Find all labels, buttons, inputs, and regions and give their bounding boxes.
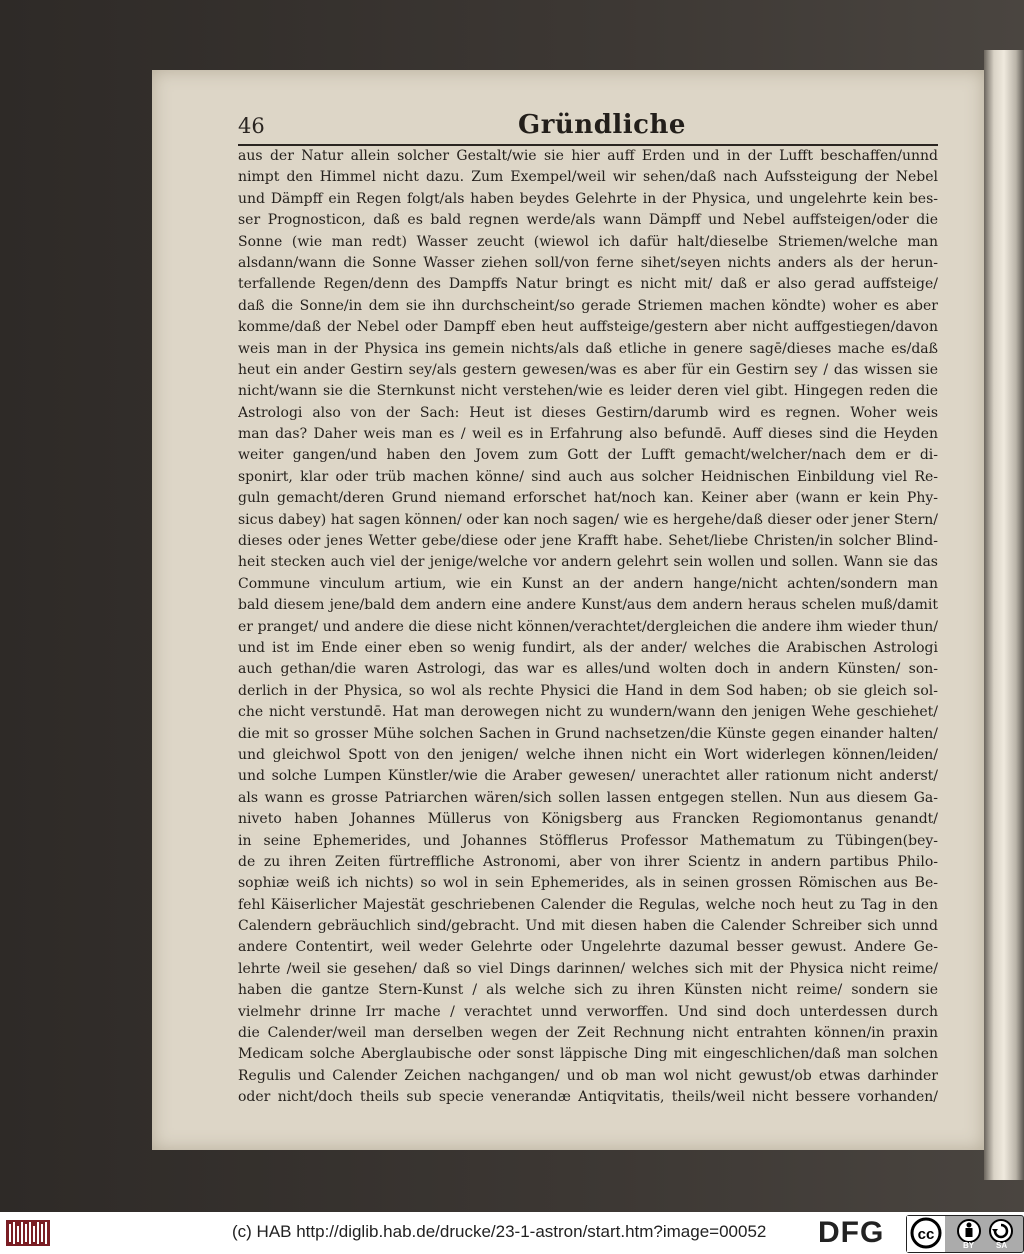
svg-text:cc: cc <box>917 1226 935 1243</box>
book-page <box>152 70 984 1150</box>
text-line: Regulis und Calender Zeichen nachgangen/ und ob man wol nicht gewust/ob etwas darhinder <box>238 1067 938 1084</box>
text-line: oder nicht/doch theils sub specie venerandæ Antiqvitatis, theils/weil nicht bessere vorhanden/ <box>238 1089 938 1106</box>
text-line: die mit so grosser Mühe solchen Sachen in Grund nachsetzen/die Künste gegen einander halten/ <box>238 725 938 742</box>
page-number: 46 <box>238 114 265 138</box>
text-line: sponirt, klar oder trüb machen könne/ sind auch aus solcher Heidnischen Einbildung viel Re- <box>238 468 938 485</box>
running-head: Gründliche <box>518 110 686 140</box>
text-line: guln gemacht/deren Grund niemand erforschet hat/noch kan. Keiner aber (wann er kein Phy- <box>238 490 938 507</box>
text-line: de zu ihren Zeiten fürtreffliche Astronomi, aber von ihrer Scientz in andern partibus Philo- <box>238 853 938 870</box>
text-line: Calendern gebräuchlich sind/gebracht. Und mit diesen haben die Calender Schreiber sich unnd <box>238 918 938 935</box>
text-line: nicht/wann sie die Sternkunst nicht verstehen/wie es leider deren viel gibt. Hingegen reden die <box>238 383 938 400</box>
text-line: als wann es grosse Patriarchen wären/sich sollen lassen entgegen stellen. Nun aus diesem Ga- <box>238 789 938 806</box>
body-text <box>238 146 938 1109</box>
text-line: heut ein ander Gestirn sey/als gestern gewesen/was es aber für ein Gestirn sey / das wissen sie <box>238 361 938 378</box>
text-line: Medicam solche Aberglaubische oder sonst läppische Ding mit eingeschlichen/daß man solchen <box>238 1046 938 1063</box>
text-line: aus der Natur allein solcher Gestalt/wie sie hier auff Erden und in der Lufft beschaffen/unnd <box>238 148 938 164</box>
text-line: Sonne (wie man redt) Wasser zeucht (wiewol ich dafür halt/dieselbe Striemen/welche man <box>238 233 938 250</box>
text-line: daß die Sonne/in dem sie ihn durchscheint/so gerade Striemen machen köndte) woher es aber <box>238 297 938 314</box>
text-line: haben die gantze Stern-Kunst / als welche sich zu ihren Künsten nicht reime/ sondern sie <box>238 982 938 999</box>
text-line: andere Contentirt, weil weder Gelehrte oder Ungelehrte dazumal besser gewust. Andere Ge- <box>238 939 938 956</box>
text-line: man das? Daher weis man es / weil es in Erfahrung also befundē. Auff dieses sind die Heyden <box>238 426 938 443</box>
copyright-link[interactable]: (c) HAB http://diglib.hab.de/drucke/23-1-astron/start.htm?image=00052 <box>232 1222 767 1241</box>
text-line: nimpt den Himmel nicht dazu. Zum Exempel/weil wir sehen/daß nach Aufssteigung der Nebel <box>238 169 938 186</box>
text-line: derlich in der Physica, so wol als rechte Physici die Hand in dem Sod haben; ob sie gleich sol- <box>238 682 938 699</box>
hab-barcode-logo-icon[interactable] <box>6 1218 50 1248</box>
text-line: er pranget/ und andere die diese nicht können/verachtet/dergleichen die andere ihm wieder thun/ <box>238 618 938 635</box>
attribution-icon <box>958 1220 980 1242</box>
by-label: BY <box>963 1241 975 1250</box>
text-line: und ist im Ende einer eben so wenig fundirt, als der ander/ welches die Arabischen Astrologi <box>238 639 938 656</box>
text-line: auch gethan/die waren Astrologi, das war es alles/und wolten doch in andern Künsten/ son- <box>238 661 938 678</box>
text-line: komme/daß der Nebel oder Dampff eben heut auffsteige/gestern aber nicht auffgestiegen/davon <box>238 319 938 336</box>
viewer-footer <box>0 1212 1024 1254</box>
text-line: fehl Käiserlicher Majestät geschriebenen Calender die Regulas, welche noch heut zu Tag in den <box>238 896 938 913</box>
cc-license-badge[interactable] <box>906 1215 1024 1253</box>
text-line: sicus dabey) hat sagen können/ oder kan noch sagen/ wie es hergehe/daß dieser oder jener Stern/ <box>238 511 938 528</box>
text-line: die Calender/weil man derselben wegen der Zeit Rechnung nicht entrahten können/in praxin <box>238 1025 938 1042</box>
text-line: in seine Ephemerides, und Johannes Stöfflerus Professor Mathematum zu Tübingen(bey- <box>238 832 938 849</box>
cc-icon <box>912 1219 940 1247</box>
text-line: bald diesem jene/bald dem andern eine andere Kunst/aus dem andern heraus schelen muß/damit <box>238 597 938 614</box>
text-line: niveto haben Johannes Müllerus von Königsberg aus Francken Regiomontanus genandt/ <box>238 811 938 828</box>
text-line: che nicht verstundē. Hat man derowegen nicht zu wundern/wann den jenigen Wehe geschiehet/ <box>238 704 938 721</box>
text-line: dieses oder jenes Wetter gebe/diese oder jene Krafft habe. Sehet/liebe Christen/in solcher Blind- <box>238 533 938 550</box>
text-line: weis man in der Physica ins gemein nichts/als daß etliche in genere sagē/dieses mache es/daß <box>238 340 938 357</box>
text-line: vielmehr drinne Irr mache / verachtet unnd verworffen. Und sind doch unterdessen durch <box>238 1003 938 1020</box>
text-line: und gleichwol Spott von den jenigen/ welche ihnen nicht ein Wort widerlegen können/leiden/ <box>238 746 938 763</box>
text-line: alsdann/wann die Sonne Wasser ziehen soll/von ferne sihet/seyen nichts anders als der herun- <box>238 254 938 271</box>
text-line: und solche Lumpen Künstler/wie die Araber gewesen/ unerachtet aller rationum nicht anderst/ <box>238 768 938 785</box>
text-line: weiter gangen/und haben den Jovem zum Gott der Lufft gemacht/welcher/nach dem er di- <box>238 447 938 464</box>
sa-label: SA <box>996 1241 1008 1250</box>
text-line: terfallende Regen/denn des Dampffs Natur bringt es nicht mit/ daß er also gerad auffsteige/ <box>238 276 938 293</box>
share-alike-icon <box>990 1220 1012 1242</box>
text-line: sophiæ weiß ich nichts) so wol in sein Ephemerides, als in seinen grossen Römischen aus Be- <box>238 875 938 892</box>
text-line: ser Prognosticon, daß es bald regnen werde/als wann Dämpff und Nebel auffsteigen/oder die <box>238 212 938 229</box>
text-line: Commune vinculum artium, wie ein Kunst an der andern hange/nicht achten/sondern man <box>238 575 938 592</box>
text-line: lehrte /weil sie gesehen/ daß so viel Dings darinnen/ welches sich mit der Physica nicht reime/ <box>238 960 938 977</box>
dfg-logo[interactable]: DFG <box>818 1216 885 1249</box>
book-page-edges <box>984 50 1024 1180</box>
text-line: und Dämpff ein Regen folgt/als haben beydes Gelehrte in der Physica, und ungelehrte kein bes- <box>238 190 938 207</box>
text-line: Astrologi also von der Sach: Heut ist dieses Gestirn/darumb wird es regnen. Woher weis <box>238 404 938 421</box>
text-line: heit stecken auch viel der jenige/welche vor andern gelehrt sein wollen und sollen. Wann sie das <box>238 554 938 571</box>
